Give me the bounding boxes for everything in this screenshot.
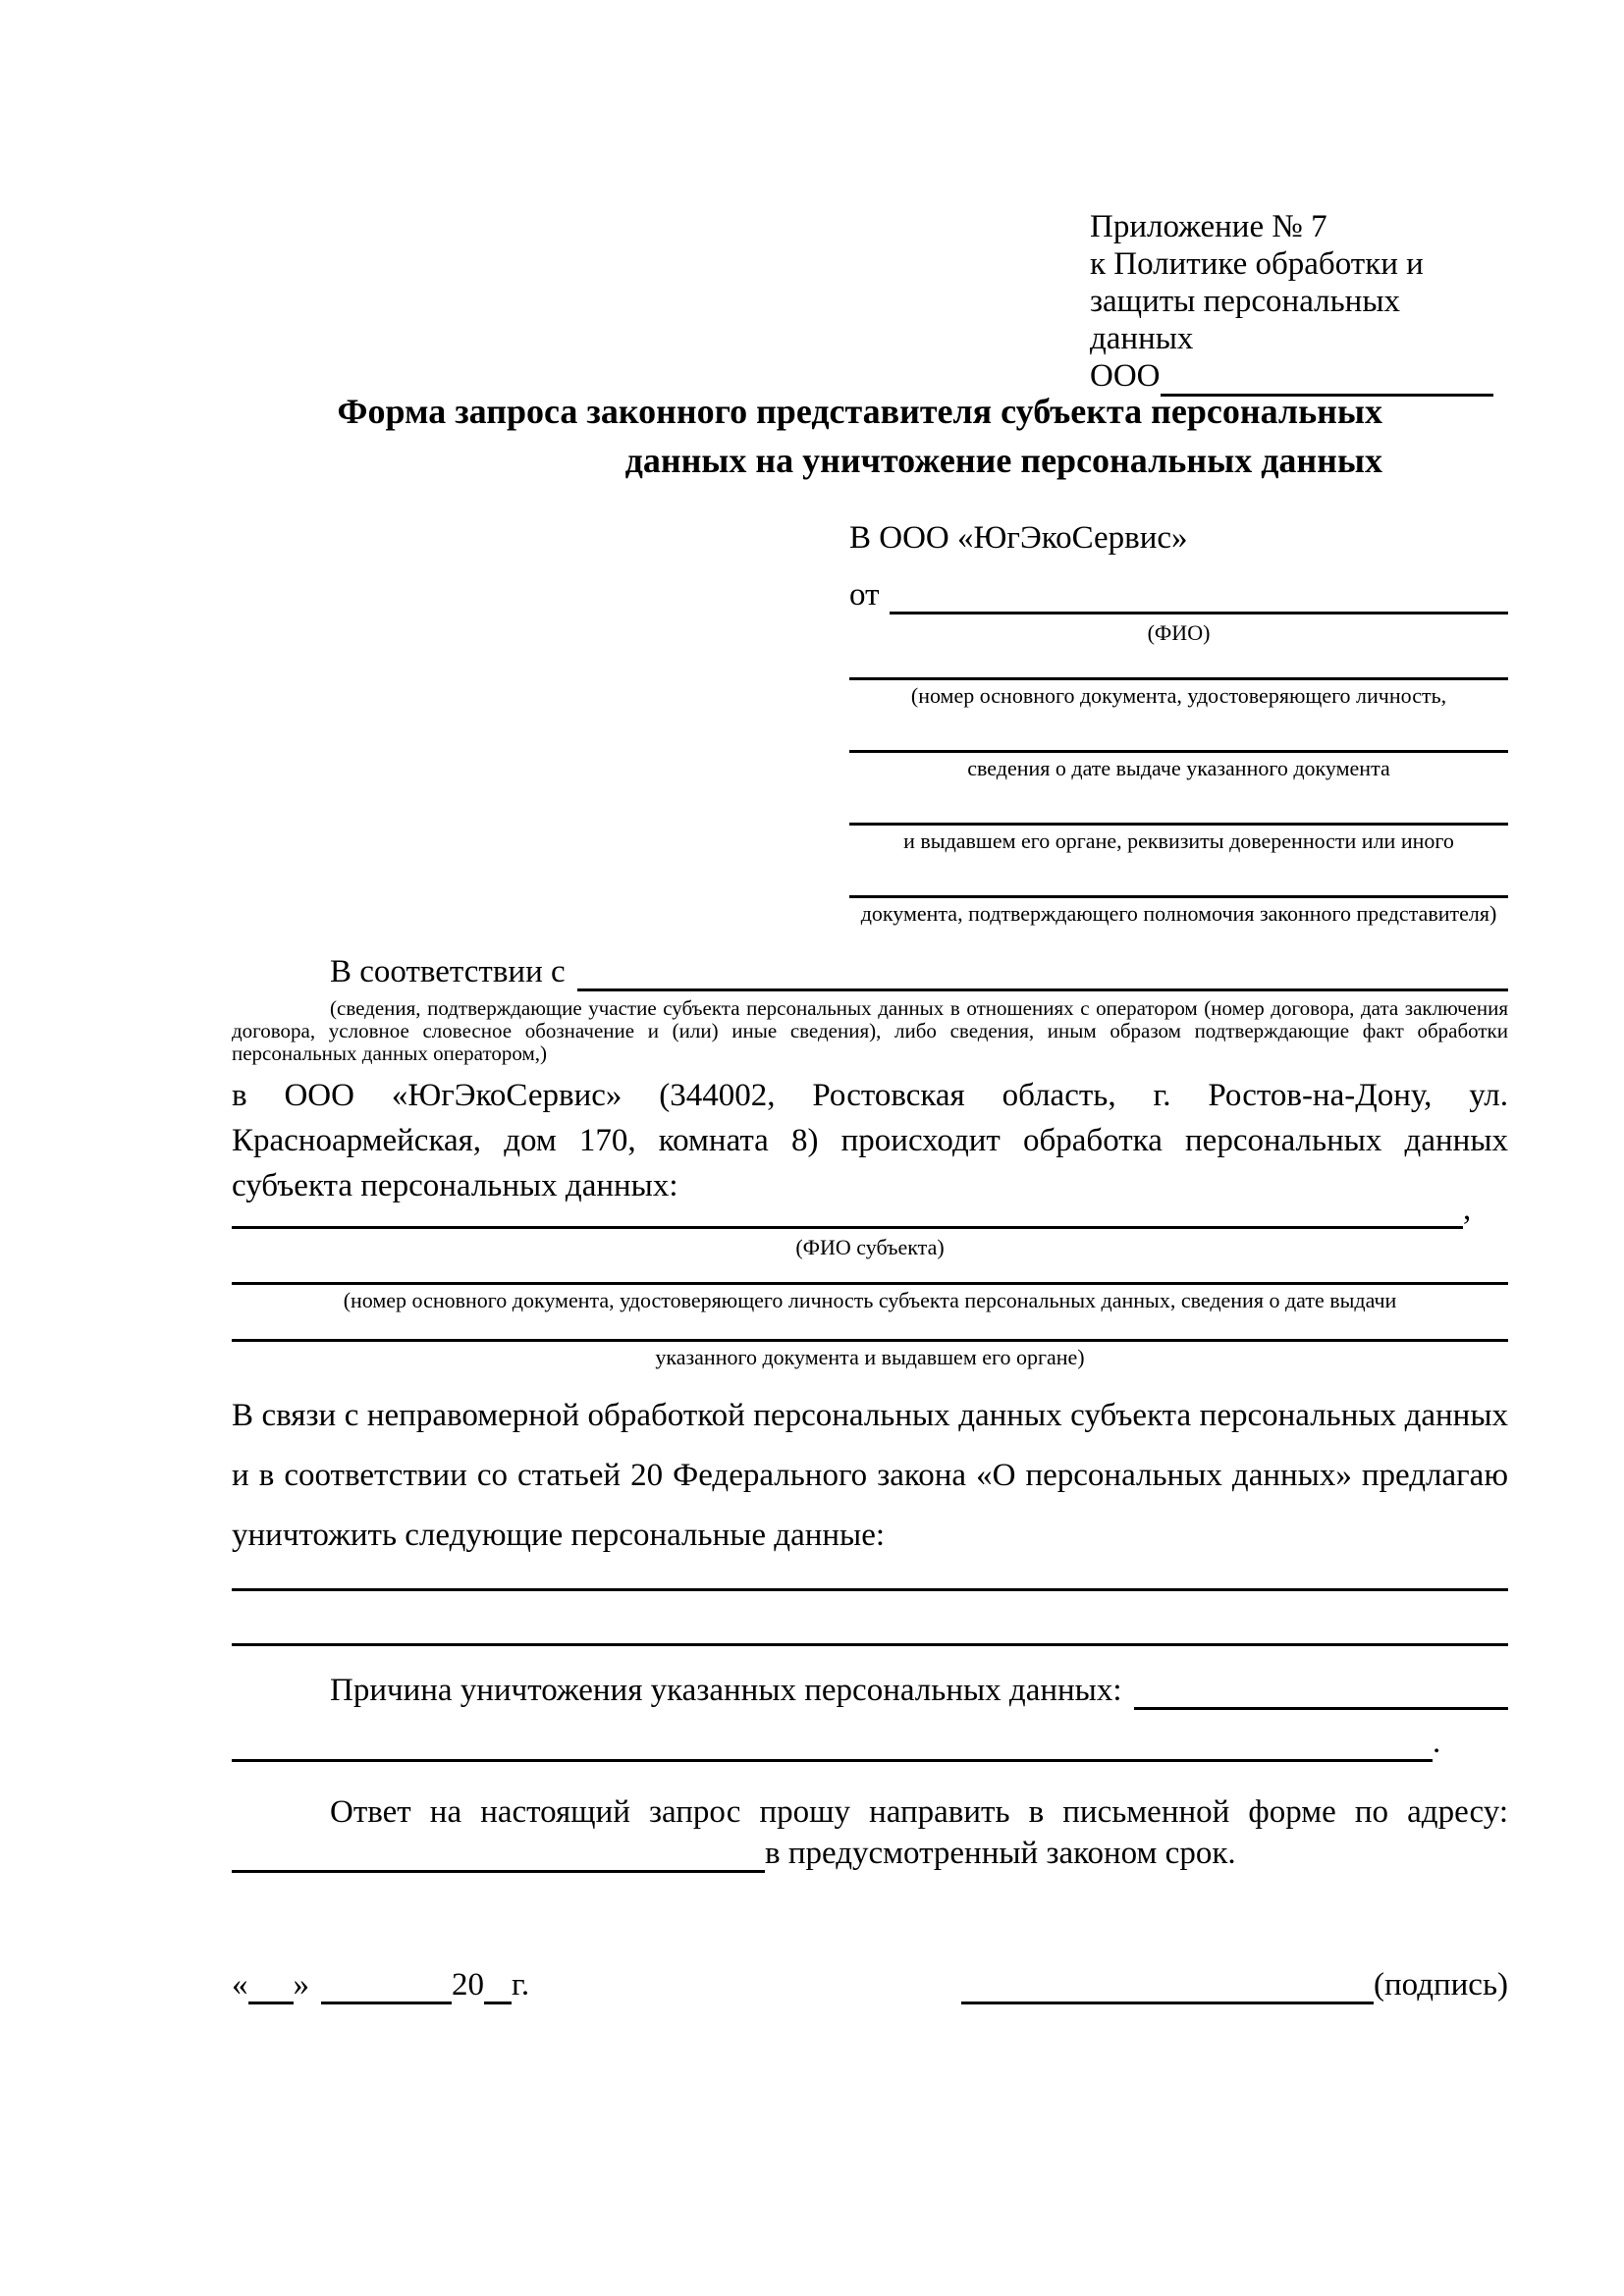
identity-caption-4: документа, подтверждающего полномочия законного представителя): [860, 901, 1497, 926]
address-row: [232, 1834, 1508, 1873]
identity-field-group-3: [849, 823, 1508, 854]
date-year-suffix: г.: [512, 1967, 530, 2002]
subject-doc-blank-field-1: [232, 1282, 1508, 1285]
identity-field-group-2: [849, 750, 1508, 781]
from-blank-field: [890, 575, 1509, 614]
fio-caption: (ФИО): [1147, 620, 1211, 645]
accordance-label: В соответствии с: [330, 954, 566, 989]
form-title: [232, 387, 1382, 485]
identity-caption-3: и выдавшем его органе, реквизиты доверенности или иного: [903, 828, 1454, 853]
identity-caption-2: сведения о дате выдаче указанного документа: [967, 756, 1390, 780]
identity-blank-field-1: [849, 677, 1508, 680]
reason-continuation-row: [232, 1723, 1508, 1762]
unlawful-paragraph: В связи с неправомерной обработкой персональных данных субъекта персональных данных и в соответствии со статьей 20 Федерального закона «О персональных данных» предлагаю уничтожить следующие персональные данные:: [232, 1398, 1508, 1553]
identity-blank-field-4: [849, 895, 1508, 898]
subject-fio-blank-field: [232, 1193, 1463, 1229]
address-blank-field: [232, 1837, 765, 1873]
date-month-blank-field: [321, 1968, 452, 2004]
accordance-row: [232, 952, 1508, 994]
reason-period: .: [1433, 1725, 1441, 1760]
annex-line-3: защиты персональных данных: [1090, 284, 1400, 356]
date-open-quote: «: [232, 1967, 248, 2002]
ooo-label: ООО: [1090, 358, 1161, 394]
subject-doc-caption-1: (номер основного документа, удостоверяющего личность субъекта персональных данных, сведения о дате выдачи: [343, 1288, 1397, 1312]
addressee-to: В ООО «ЮгЭкоСервис»: [849, 520, 1188, 556]
reason-label: Причина уничтожения указанных персональных данных:: [330, 1673, 1122, 1708]
identity-blank-field-2: [849, 750, 1508, 753]
signature-caption: (подпись): [1374, 1967, 1508, 2002]
answer-tail: в предусмотренный законом срок.: [765, 1836, 1236, 1871]
date-part: [232, 1965, 529, 2004]
form-title-line-1: Форма запроса законного представителя субъекта персональных: [337, 392, 1382, 431]
operator-paragraph: в ООО «ЮгЭкоСервис» (344002, Ростовская область, г. Ростов-на-Дону, ул. Красноармейская, дом 170, комната 8) происходит обработка персональных данных субъекта персональных данных:: [232, 1078, 1508, 1203]
data-blank-field-1: [232, 1588, 1508, 1591]
identity-field-group-4: [849, 895, 1508, 927]
form-title-line-2: данных на уничтожение персональных данных: [624, 441, 1382, 480]
from-label: от: [849, 577, 880, 613]
subject-fio-caption: (ФИО субъекта): [795, 1235, 945, 1259]
annex-header-block: [1090, 208, 1493, 397]
from-row: [849, 575, 1508, 614]
subject-doc-blank-field-2: [232, 1339, 1508, 1342]
reason-blank-field: [1134, 1671, 1508, 1710]
reason-continuation-blank-field: [232, 1726, 1433, 1762]
subject-fio-row: [232, 1190, 1518, 1229]
signature-part: [961, 1965, 1508, 2004]
subject-doc-caption-2: указанного документа и выдавшем его органе): [655, 1345, 1085, 1369]
identity-blank-field-3: [849, 823, 1508, 826]
subject-comma: ,: [1463, 1192, 1472, 1227]
answer-paragraph: Ответ на настоящий запрос прошу направить в письменной форме по адресу:: [330, 1794, 1508, 1830]
date-close-quote: »: [293, 1967, 309, 2002]
date-year-prefix: 20: [452, 1967, 484, 2002]
annex-line-2: к Политике обработки и: [1090, 246, 1424, 282]
annex-line-1: Приложение № 7: [1090, 209, 1327, 244]
data-blank-field-2: [232, 1643, 1508, 1646]
reason-row: [232, 1671, 1508, 1713]
identity-caption-1: (номер основного документа, удостоверяющего личность,: [910, 683, 1447, 708]
signature-blank-field: [961, 1968, 1374, 2004]
date-year-blank-field: [484, 1968, 512, 2004]
addressee-block: [849, 520, 1508, 927]
identity-field-group-1: [849, 677, 1508, 709]
accordance-blank-field: [577, 952, 1508, 991]
date-day-blank-field: [248, 1968, 294, 2004]
accordance-note: (сведения, подтверждающие участие субъекта персональных данных в отношениях с оператором (номер договора, дата заключения договора, условное словесное обозначение и (или) иные сведения), либо сведения, иным образом подтверждающие факт обработки персональных данных оператором,): [232, 996, 1508, 1065]
footer-row: [232, 1965, 1508, 2004]
